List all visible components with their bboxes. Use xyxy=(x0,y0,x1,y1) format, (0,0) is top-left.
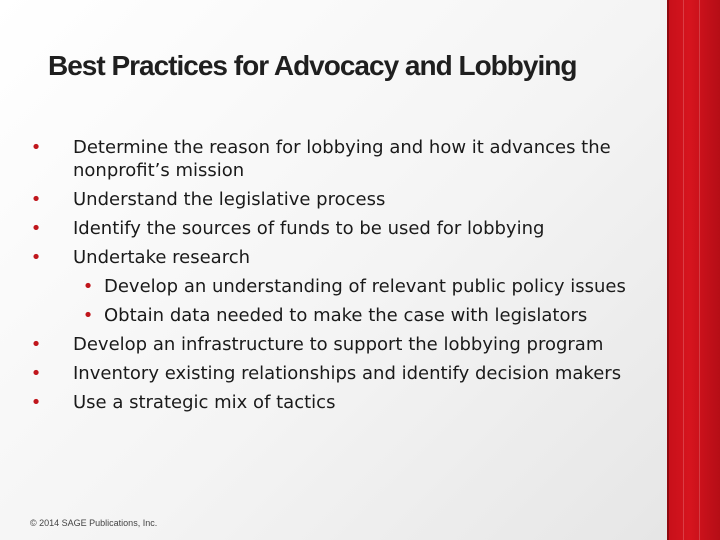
list-item xyxy=(26,362,646,385)
list-item xyxy=(26,188,646,211)
sub-list-item-text: Develop an understanding of relevant public policy issues xyxy=(104,276,626,297)
list-item xyxy=(26,333,646,356)
decorative-red-bar xyxy=(667,0,720,540)
bullet-icon: • xyxy=(30,137,42,158)
list-item-text: Undertake research xyxy=(73,247,251,268)
bullet-icon: • xyxy=(30,189,42,210)
bullet-icon: • xyxy=(82,305,94,326)
bullet-icon: • xyxy=(82,276,94,297)
list-item xyxy=(26,217,646,240)
list-item-text: Use a strategic mix of tactics xyxy=(73,392,336,413)
list-item-text: Develop an infrastructure to support the lobbying program xyxy=(73,334,604,355)
list-item-text: Understand the legislative process xyxy=(73,189,386,210)
sub-list-item xyxy=(26,275,646,298)
list-item-text: Identify the sources of funds to be used for lobbying xyxy=(73,218,545,239)
bullet-list xyxy=(26,136,646,420)
list-item xyxy=(26,391,646,414)
list-item-text: Determine the reason for lobbying and how it advances the nonprofit’s mission xyxy=(73,137,611,181)
bullet-icon: • xyxy=(30,392,42,413)
bullet-icon: • xyxy=(30,247,42,268)
list-item xyxy=(26,136,646,182)
sub-list-item xyxy=(26,304,646,327)
list-item-text: Inventory existing relationships and identify decision makers xyxy=(73,363,622,384)
list-item xyxy=(26,246,646,269)
bullet-icon: • xyxy=(30,363,42,384)
bullet-icon: • xyxy=(30,218,42,239)
copyright-footer: © 2014 SAGE Publications, Inc. xyxy=(30,518,158,528)
sub-list-item-text: Obtain data needed to make the case with legislators xyxy=(104,305,588,326)
bullet-icon: • xyxy=(30,334,42,355)
slide-title: Best Practices for Advocacy and Lobbying xyxy=(48,50,577,81)
